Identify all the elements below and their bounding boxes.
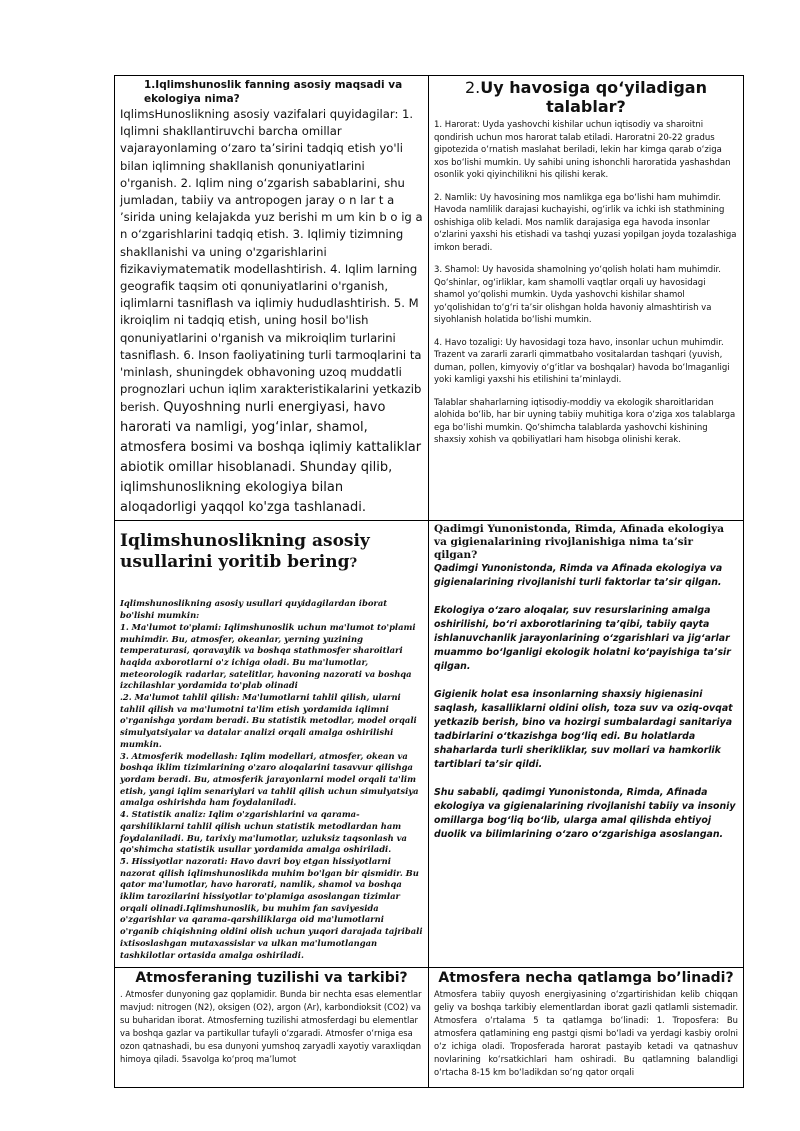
cell3-item: 4. Statistik analiz: Iqlim o'zgarishlarini va qarama-qarshiliklarni tahlil qilish uchun statistik metodlardan ham foydalaniladi. Bu, tarixiy ma'lumotlar, uzluksiz taqsonlash va qo'shimcha statistik usullar yordamida amalga oshiriladi. xyxy=(120,809,407,855)
cell3-title xyxy=(120,531,423,574)
cell2-title-num: 2. xyxy=(465,78,481,97)
cell-climatology-methods xyxy=(115,521,429,968)
cell4-paragraph: Ekologiya oʻzaro aloqalar, suv resurslarining amalga oshirilishi, boʻri axborotlarining taʼqibi, tabiiy qayta ishlanuvchanlik jarayonlarining oʻzgarishlari va jigʻarlar muammo boʻlganligi ekologik holatni koʻpayishiga taʼsir qilgan. xyxy=(434,605,731,673)
cell-ancient-ecology xyxy=(429,521,744,968)
document-page xyxy=(114,75,743,1088)
cell2-paragraph: 4. Havo tozaligi: Uy havosidagi toza havo, insonlar uchun muhimdir. Trazent va zararli zararli qimmatbaho vositalardan tashqari (yuvish, duman, pollen, kimyoviy oʻgʻitlar va boshqalar) havoda boʻlmaganligi yoki kamligi yaxshi his etilishini taʼminlaydi. xyxy=(434,337,730,385)
cell-climatology-goals xyxy=(115,76,429,521)
cell4-paragraph: Qadimgi Yunonistonda, Rimda va Afinada ekologiya va gigienalarining rivojlanishi turli faktorlar taʼsir qilgan. xyxy=(434,563,723,589)
cell3-item: 3. Atmosferik modellash: Iqlim modellari, atmosfer, okean va boshqa iklim tizimlarining o'zaro aloqalarini tasavvur qilishga yordam beradi. Bu, atmosferik jarayonlarni model orqali ta'lim etish, yangi iqlim senariylari va tahlil qilish uchun simulyatsiya amalga oshirishda ham foydalaniladi. xyxy=(120,750,419,808)
cell3-item: 5. Hissiyotlar nazorati: Havo davri boy etgan hissiyotlarni nazorat qilish iqlimshunoslikda muhim bo'lgan bir qismidir. Bu qator ma'lumotlar, havo harorati, namlik, shamol va boshqa iklim tarozilarini hissiyotlar to'plamiga asoslangan tizimlar orqali olinadi.Iqlimshunoslik, bu muhim fan saviyesida o'zgarishlar va qarama-qarshiliklarga oid ma'lumotlarni o'rganib chiqishning oldini olish uchun yuqori darajada tajribali ixtisoslashgan mutaxassislar va ulkan ma'lumotlangan tashkilotlar ortasida amalga oshiriladi. xyxy=(120,855,423,960)
cell3-item: .2. Ma'lumot tahlil qilish: Ma'lumotlarni tahlil qilish, ularni tahlil qilish va ma'lumotni ta'lim etish yordamida iqlimni o'rganishga yordam beradi. Bu statistik metodlar, model orqali simulyatsiyalar va datalar analizi orqali amalga oshirilishi mumkin. xyxy=(120,692,417,749)
cell6-title: Atmosfera necha qatlamga bo’linadi? xyxy=(438,970,734,987)
cell3-title-q: ? xyxy=(349,556,358,572)
cell5-title: Atmosferaning tuzilishi va tarkibi? xyxy=(135,970,408,987)
cell3-intro: Iqlimshunoslikning asosiy usullari quyidagilardan iborat bo'lishi mumkin: xyxy=(120,598,388,621)
cell-atmosphere-structure xyxy=(115,968,429,1088)
cell1-body xyxy=(120,106,423,518)
cell-indoor-air-requirements xyxy=(429,76,744,521)
cell3-item: 1. Ma'lumot to'plami: Iqlimshunoslik uchun ma'lumot to'plami muhimdir. Bu, atmosfer, okeanlar, yerning yuzining temperaturasi, qoravaylik va boshqa stathmosfer sharoitlari haqida axborotlarni o'z ichiga oladi. Bu ma'lumotlar, meteorologik radarlar, satelitlar, havoning nazorati va boshqa izchilashlar yordamida to'plab olinadi xyxy=(120,621,416,691)
cell2-title-text: Uy havosiga qoʻyiladigan talablar? xyxy=(480,78,707,116)
cell1-body-text: IqlimsHunoslikning asosiy vazifalari quyidagilar: 1. Iqlimni shakllantiruvchi barcha omillar vajarayonlaming o‘zaro ta’sirini tadqiq etish yo'li bilan iqlimning shakllanish qonuniyatlarini o'rganish. 2. Iqlim ning o‘zgarish sabablarini, shu jumladan, tabiiy va antropogen jaray o n lar t a ’sirida uning kelajakda yuz berishi m um kin b o ig a n o‘zgarishlarini tadqiq etish. 3. Iqlimiy tizimning shakllanishi va uning o'zgarishlarini fizikaviymatematik modellashtirish. 4. Iqlim larning geografik taqsim oti qonuniyatlarini o'rganish, iqlimlarni tasniflash va iqlimiy hududlashtirish. 5. M ikroiqlim ni tadqiq etish, uning hosil bo'lish qonuniyatlarini o'rganish va mikroiqlim turlarini tasniflash. 6. Inson faoliyatining turli tarmoqlarini ta 'minlash, shuningdek obhavoning uzoq muddatli prognozlari uchun iqlim xarakteristikalarini yetkazib berish. xyxy=(120,107,423,415)
cell2-paragraph: 2. Namlik: Uy havosining mos namlikga ega boʻlishi ham muhimdir. Havoda namlilik darajasi kuchayishi, ogʻirlik va ichki ish stathmining oshishiga olib keladi. Mos namlik darajasiga ega havoda insonlar oʻzlarini yaxshi his etishadi va tashqi yuzasi yopilgan joyda tozalashiga imkon beradi. xyxy=(434,192,737,253)
cell4-paragraph: Shu sababli, qadimgi Yunonistonda, Rimda, Afinada ekologiya va gigienalarining rivojlanishi tabiiy va insoniy omillarga bogʻliq boʻlib, ularga amal qilishda ehtiyoj duolik va bilimlarining oʻzaro oʻzgarishiga asoslangan. xyxy=(434,787,736,841)
cell3-title-text: Iqlimshunoslikning asosiy usullarini yoritib bering xyxy=(120,531,370,573)
cell5-body: . Atmosfer dunyoning gaz qoplamidir. Bunda bir nechta esas elementlar mavjud: nitrogen (N2), oksigen (O2), argon (Ar), karbondioksit (CO2) va su buharidan iborat. Atmosferning tuzilishi atmosferdagi bu elementlar va boshqa gazlar va partikullar tufayli oʻzgaradi. Atmosfer oʻrniga esa ozon qatnashadi, bu esa dunyoni yumshoq zaryadli xayotiy varaxliqdan himoya qiladi. 5savolga koʻproq maʼlumot xyxy=(120,989,422,1065)
cell6-body: Atmosfera tabiiy quyosh energiyasining oʻzgartirishidan kelib chiqqan geliy va boshqa tarkibiy elementlardan iborat gazli qatlamli sistemadir. Atmosfera oʻrtalama 5 ta qatlamga boʻlinadi: 1. Troposfera: Bu atmosfera qatlamining eng pastgi qismi boʻladi va yerdagi kasbiy orolni oʻz ichiga oladi. Troposferada harorat pastayib ketadi va qatnashuv novlarining koʻrsatkichlari ham oshiradi. Bu qatlamning balandligi oʻrtacha 8-15 km boʻladikdan soʻng qator orqali xyxy=(434,989,738,1078)
cell4-title: Qadimgi Yunonistonda, Rimda, Afinada ekologiya va gigienalarining rivojlanishiga nima taʼsir qilgan? xyxy=(434,523,725,562)
cell2-paragraph: Talablar shaharlarning iqtisodiy-moddiy va ekologik sharoitlaridan alohida boʻlib, har bir uyning tabiiy muhitiga kora oʻziga xos talablarga ega boʻlishi mumkin. Qoʻshimcha talablarda yashovchi kishining shaxsiy xohish va qobiliyatlari ham hisobga olinishi kerak. xyxy=(434,397,736,445)
cell2-paragraph: 1. Harorat: Uyda yashovchi kishilar uchun iqtisodiy va sharoitni qondirish uchun mos harorat talab etiladi. Haroratni 20-22 gradus gipotezida oʻrnatish maslahat beriladi, lekin har kimga qarab oʻziga xos boʻlishi mumkin. Uy sahibi uning ishonchli haroratida yashashdan osonlik yoki qiyinchilikni his qilishi kerak. xyxy=(434,120,731,180)
cell1-title: 1.Iqlimshunoslik fanning asosiy maqsadi va ekologiya nima? xyxy=(144,79,403,105)
question-grid xyxy=(114,75,744,1088)
cell2-title xyxy=(434,78,738,116)
cell4-paragraph: Gigienik holat esa insonlarning shaxsiy higienasini saqlash, kasalliklarni oldini olish, toza suv va oziq-ovqat yetkazib berish, bino va hozirgi sumbalardagi sanitariya tadbirlarini oʻtkazishga bogʻliq edi. Bu holatlarda shaharlarda turli sherikliklar, suv mollari va hamkorlik tartiblari taʼsir qildi. xyxy=(434,689,733,771)
cell-atmosphere-layers xyxy=(429,968,744,1088)
cell1-body-tail: Quyoshning nurli energiyasi, havo harorati va namligi, yog‘inlar, shamol, atmosfera bosimi va boshqa iqlimiy kattaliklar abiotik omillar hisoblanadi. Shunday qilib, iqlimshunoslikning ekologiya bilan aloqadorligi yaqqol ko'zga tashlanadi. xyxy=(120,400,422,516)
cell2-paragraph: 3. Shamol: Uy havosida shamolning yoʻqolish holati ham muhimdir. Qoʻshinlar, ogʻirliklar, kam shamolli vaqtlar orqali uy havosidagi shamol yoʻqolishi mumkin. Uyda yashovchi kishilar shamol yoʻqolishidan toʻgʻri taʼsir olishgan holda havoniy almashtirish va siyohlanish holatida boʻlishi mumkin. xyxy=(434,265,721,325)
